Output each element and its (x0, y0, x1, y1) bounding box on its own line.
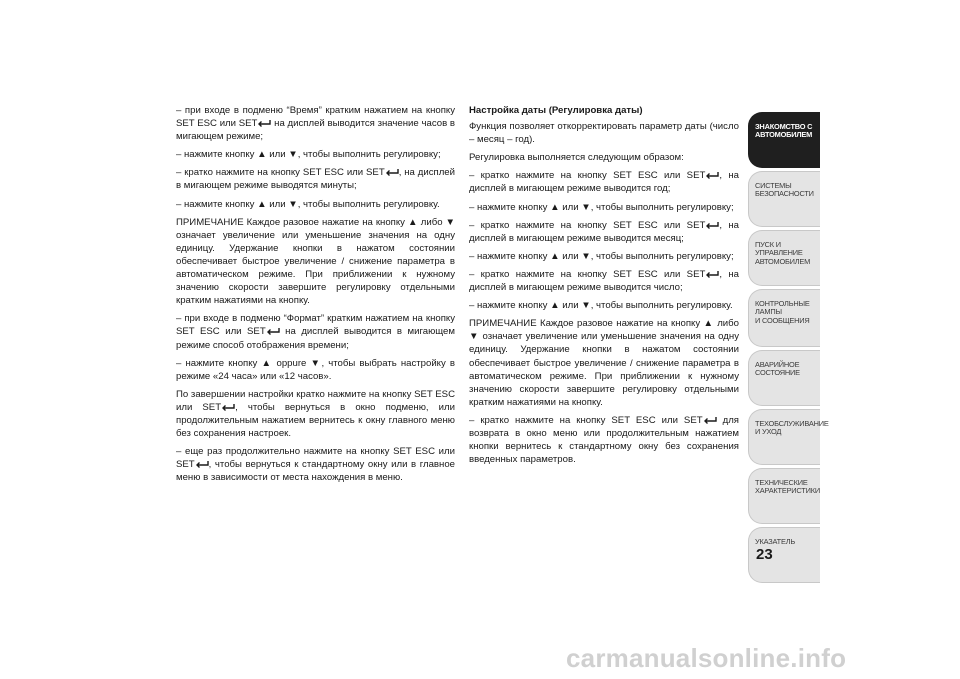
adjust-step: – нажмите кнопку ▲ или ▼, чтобы выполнить регулировку; (469, 250, 734, 262)
tab-technical-specs[interactable]: ТЕХНИЧЕСКИЕ ХАРАКТЕРИСТИКИ (748, 468, 820, 524)
note-paragraph: ПРИМЕЧАНИЕ Каждое разовое нажатие на кнопку ▲ либо ▼ означает увеличение или уменьшение значения на одну единицу. Удержание кнопки в нажатом состоянии обеспечивает быстрое увеличение / снижение параметра в автоматическом режиме. При приближении к нужному значению скорости завершите регулировку отдельными кратким нажатиями на кнопку. (469, 318, 739, 408)
time-submenu-step: – при входе в подменю “Время” кратким нажатием на кнопку SET ESC или SET на дисплей выводится значение часов в мигающем режиме; (176, 105, 456, 143)
tab-starting-and-driving[interactable]: ПУСК И УПРАВЛЕНИЕ АВТОМОБИЛЕМ (748, 230, 820, 286)
return-arrow-icon (705, 221, 719, 229)
exit-step: – еще раз продолжительно нажмите на кнопку SET ESC или SET , чтобы вернуться к стандартному окну или в главное меню в зависимости от места нахождения в меню. (176, 446, 455, 484)
adjust-step: – нажмите кнопку ▲ или ▼, чтобы выполнить регулировку. (469, 300, 733, 312)
return-arrow-icon (705, 171, 719, 179)
format-submenu-step: – при входе в подменю “Формат” кратким нажатием на кнопку SET ESC или SET на дисплей выводится в мигающем режиме способ отображения времени; (176, 313, 455, 351)
left-column (176, 104, 455, 489)
watermark: carmanualsonline.info (566, 643, 847, 673)
format-select-step: – нажмите кнопку ▲ oppure ▼, чтобы выбрать настройку в режиме «24 часа» или «12 часов». (176, 357, 455, 382)
page-number: 23 (756, 546, 773, 563)
return-arrow-icon (385, 168, 399, 176)
tab-safety-systems[interactable]: СИСТЕМЫ БЕЗОПАСНОСТИ (748, 171, 820, 227)
section-tabs (748, 112, 829, 586)
return-arrow-icon (705, 270, 719, 278)
day-step: – кратко нажмите на кнопку SET ESC или SET , на дисплей в мигающем режиме выводится число; (469, 268, 739, 294)
return-arrow-icon (221, 403, 235, 411)
tab-maintenance[interactable]: ТЕХОБСЛУЖИВАНИЕ И УХОД (748, 409, 820, 465)
return-step: – кратко нажмите на кнопку SET ESC или SET для возврата в окно меню или продолжительным нажатием кнопки вернитесь к стандартному окну без сохранения введенных параметров. (469, 414, 739, 466)
intro-paragraph: Функция позволяет откорректировать параметр даты (число – месяц – год). (469, 121, 739, 146)
return-arrow-icon (257, 119, 271, 127)
tab-getting-to-know-car[interactable]: ЗНАКОМСТВО С АВТОМОБИЛЕМ (748, 112, 820, 168)
return-arrow-icon (195, 460, 209, 468)
section-heading: Настройка даты (Регулировка даты) (469, 105, 643, 116)
minutes-step: – кратко нажмите на кнопку SET ESC или SET , на дисплей в мигающем режиме выводятся минуты; (176, 167, 455, 192)
return-arrow-icon (703, 416, 717, 424)
tab-warning-lights[interactable]: КОНТРОЛЬНЫЕ ЛАМПЫ И СООБЩЕНИЯ (748, 289, 820, 347)
year-step: – кратко нажмите на кнопку SET ESC или SET , на дисплей в мигающем режиме выводится год; (469, 170, 739, 195)
return-arrow-icon (266, 327, 280, 335)
tab-emergency[interactable]: АВАРИЙНОЕ СОСТОЯНИЕ (748, 350, 820, 406)
note-paragraph: ПРИМЕЧАНИЕ Каждое разовое нажатие на кнопку ▲ либо ▼ означает увеличение или уменьшение значения на одну единицу. Удержание кнопки в нажатом состоянии обеспечивает быстрое увеличение / снижение параметра в автоматическом режиме. При приближении к нужному значению скорости завершите регулировку отдельными кратким нажатиями на кнопку. (176, 216, 455, 307)
adjust-step: – нажмите кнопку ▲ или ▼, чтобы выполнить регулировку. (176, 198, 440, 210)
finish-paragraph: По завершении настройки кратко нажмите на кнопку SET ESC или SET , чтобы вернуться в окно подменю, или продолжительным нажатием вернитесь к окну главного меню без сохранения настроек. (176, 388, 455, 440)
right-column (469, 104, 739, 471)
month-step: – кратко нажмите на кнопку SET ESC или SET , на дисплей в мигающем режиме выводится месяц; (469, 219, 739, 244)
adjust-step: – нажмите кнопку ▲ или ▼, чтобы выполнить регулировку; (469, 201, 734, 213)
adjust-step: – нажмите кнопку ▲ или ▼, чтобы выполнить регулировку; (176, 149, 441, 161)
tab-index[interactable]: УКАЗАТЕЛЬ (748, 527, 820, 583)
procedure-paragraph: Регулировка выполняется следующим образом: (469, 152, 684, 164)
